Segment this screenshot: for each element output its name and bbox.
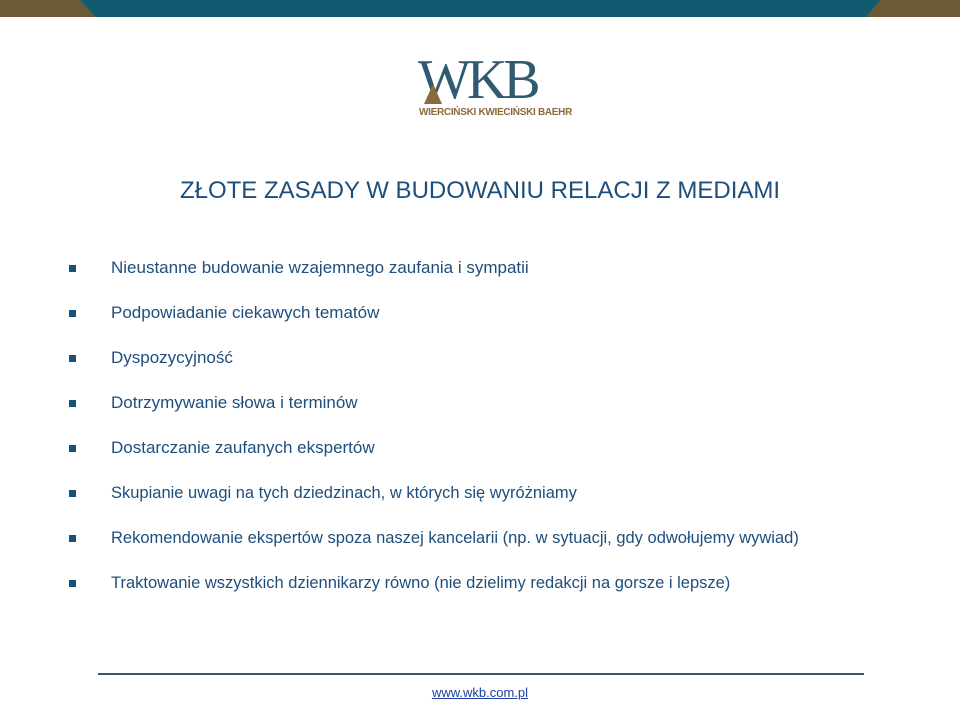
logo-subtitle: WIERCIŃSKI KWIECIŃSKI BAEHR bbox=[419, 107, 573, 118]
list-item bbox=[0, 389, 960, 434]
footer-website-link[interactable]: www.wkb.com.pl bbox=[431, 685, 529, 700]
wkb-logo bbox=[418, 49, 573, 122]
logo-letters: WKB bbox=[418, 49, 537, 111]
square-bullet-icon bbox=[69, 400, 76, 407]
logo-triangle-mark bbox=[424, 84, 442, 104]
list-item bbox=[0, 479, 960, 524]
square-bullet-icon bbox=[69, 490, 76, 497]
list-item-text: Skupianie uwagi na tych dziedzinach, w których się wyróżniamy bbox=[111, 484, 577, 502]
slide-title: ZŁOTE ZASADY W BUDOWANIU RELACJI Z MEDIAMI bbox=[179, 177, 781, 204]
list-item-text: Dostarczanie zaufanych ekspertów bbox=[111, 438, 375, 457]
list-item-text: Dyspozycyjność bbox=[111, 348, 233, 367]
top-banner-center bbox=[0, 0, 960, 17]
footer-divider bbox=[98, 673, 864, 675]
list-item-text: Rekomendowanie ekspertów spoza naszej kancelarii (np. w sytuacji, gdy odwołujemy wywiad) bbox=[111, 529, 799, 547]
list-item-text: Traktowanie wszystkich dziennikarzy równo (nie dzielimy redakcji na gorsze i lepsze) bbox=[111, 574, 731, 592]
list-item bbox=[0, 344, 960, 389]
top-banner bbox=[0, 0, 960, 17]
list-item bbox=[0, 299, 960, 344]
square-bullet-icon bbox=[69, 265, 76, 272]
list-item bbox=[0, 569, 960, 614]
list-item bbox=[0, 524, 960, 569]
square-bullet-icon bbox=[69, 580, 76, 587]
square-bullet-icon bbox=[69, 445, 76, 452]
square-bullet-icon bbox=[69, 355, 76, 362]
square-bullet-icon bbox=[69, 535, 76, 542]
list-item-text: Podpowiadanie ciekawych tematów bbox=[111, 303, 380, 322]
square-bullet-icon bbox=[69, 310, 76, 317]
list-item bbox=[0, 254, 960, 299]
list-item-text: Nieustanne budowanie wzajemnego zaufania i sympatii bbox=[111, 258, 529, 277]
rules-list bbox=[0, 254, 960, 614]
list-item bbox=[0, 434, 960, 479]
list-item-text: Dotrzymywanie słowa i terminów bbox=[111, 393, 358, 412]
